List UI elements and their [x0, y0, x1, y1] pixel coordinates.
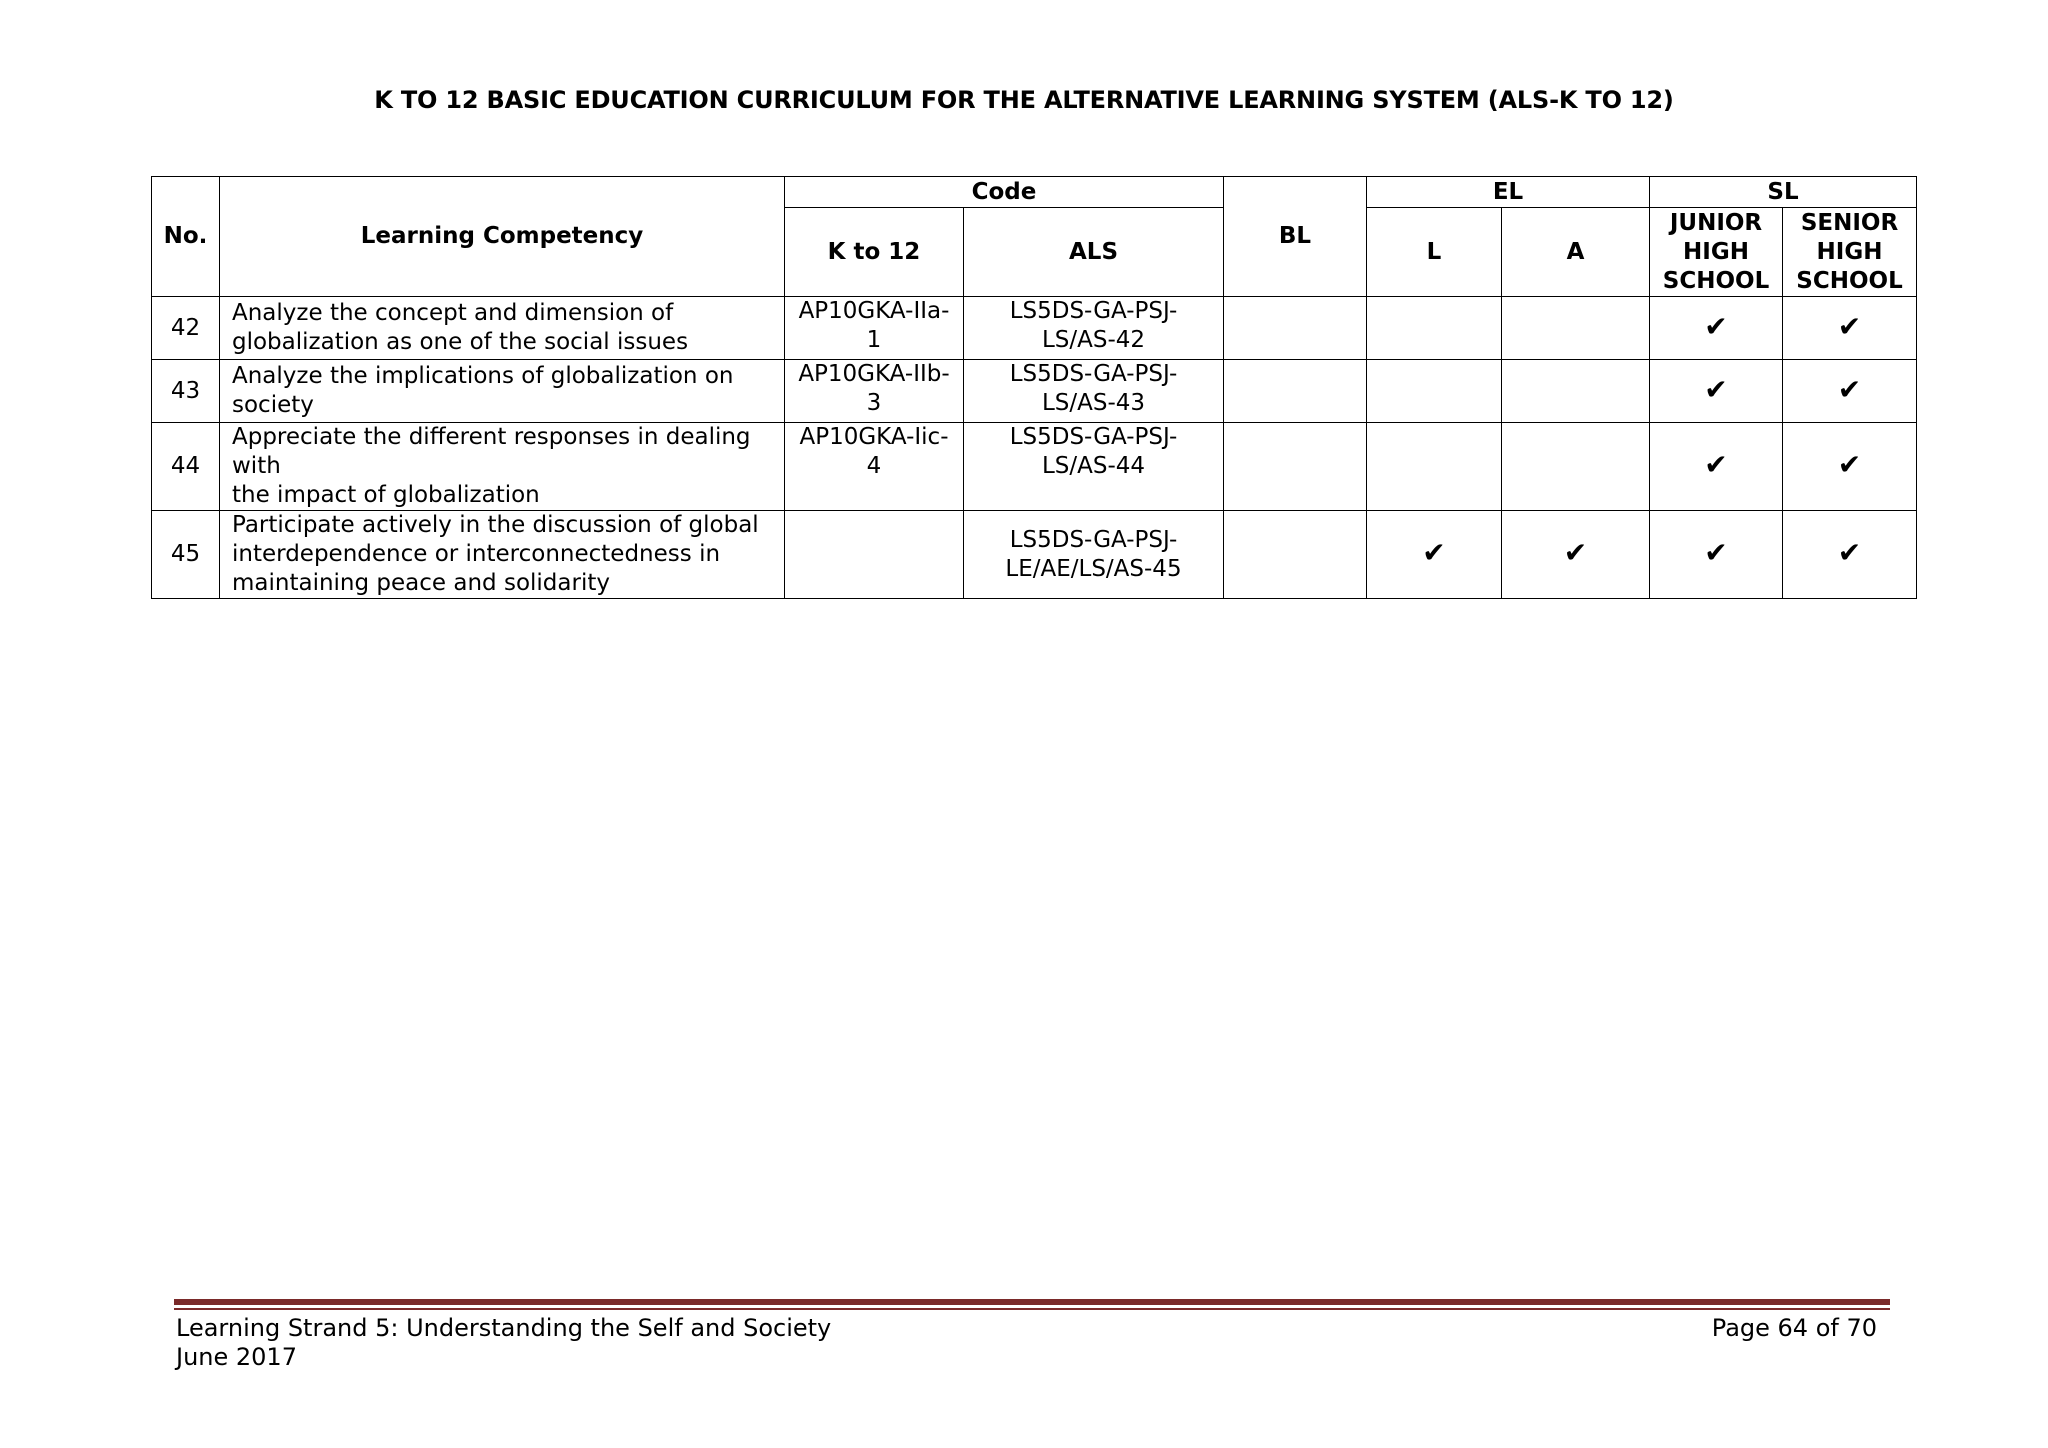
a-cell — [1502, 297, 1650, 360]
footer-left — [176, 1314, 831, 1372]
competency-line: globalization as one of the social issues — [232, 329, 689, 355]
l-cell — [1367, 511, 1502, 599]
competency-line: maintaining peace and solidarity — [232, 570, 610, 596]
k12-code-line: AP10GKA-IIb- — [798, 361, 950, 387]
competency-line: the impact of globalization — [232, 482, 540, 508]
a-cell — [1502, 511, 1650, 599]
header-senior-line: SENIOR — [1800, 209, 1899, 236]
header-junior-line: JUNIOR — [1669, 209, 1763, 236]
bl-cell — [1224, 297, 1367, 360]
senior-cell — [1783, 360, 1917, 423]
competency-cell — [220, 297, 785, 360]
check-mark-icon: ✔ — [1837, 448, 1862, 481]
als-code-cell — [964, 511, 1224, 599]
check-mark-icon: ✔ — [1704, 536, 1728, 569]
competency-line: interdependence or interconnectedness in — [232, 541, 721, 567]
als-code-line: LS5DS-GA-PSJ- — [1009, 526, 1178, 553]
k12-code-line: 1 — [866, 327, 882, 353]
l-cell — [1367, 297, 1502, 360]
check-mark-icon: ✔ — [1422, 536, 1446, 569]
header-sl: SL — [1650, 177, 1917, 208]
als-code-line: LE/AE/LS/AS-45 — [1005, 555, 1182, 582]
junior-cell — [1650, 511, 1783, 599]
als-code-line: LS5DS-GA-PSJ- — [1009, 361, 1178, 387]
header-senior-high-school — [1783, 208, 1917, 297]
competency-cell — [220, 423, 785, 511]
bl-cell — [1224, 423, 1367, 511]
k12-code-cell — [785, 297, 964, 360]
competency-table — [151, 176, 1917, 599]
check-mark-icon: ✔ — [1837, 372, 1862, 406]
row-number: 42 — [152, 297, 220, 360]
check-mark-icon: ✔ — [1837, 536, 1862, 569]
senior-cell — [1783, 511, 1917, 599]
bl-cell — [1224, 511, 1367, 599]
als-code-line: LS/AS-42 — [1041, 327, 1146, 353]
competency-cell — [220, 360, 785, 423]
k12-code-cell — [785, 360, 964, 423]
k12-code-line: 4 — [866, 453, 882, 479]
senior-cell — [1783, 423, 1917, 511]
row-number: 43 — [152, 360, 220, 423]
bl-cell — [1224, 360, 1367, 423]
als-code-line: LS5DS-GA-PSJ- — [1009, 424, 1178, 450]
k12-code-cell — [785, 423, 964, 511]
junior-cell — [1650, 297, 1783, 360]
als-code-cell — [964, 297, 1224, 360]
footer-divider — [174, 1299, 1890, 1305]
k12-code-line: AP10GKA-IIa- — [798, 298, 950, 324]
header-junior-high-school — [1650, 208, 1783, 297]
header-junior-line: HIGH — [1683, 238, 1749, 265]
check-mark-icon: ✔ — [1704, 448, 1728, 481]
header-bl: BL — [1224, 177, 1367, 297]
header-senior-line: HIGH — [1816, 238, 1883, 265]
check-mark-icon: ✔ — [1837, 309, 1862, 343]
table-row — [152, 360, 1917, 423]
header-k-to-12: K to 12 — [785, 208, 964, 297]
als-code-cell — [964, 423, 1224, 511]
competency-line: Participate actively in the discussion of global — [232, 512, 759, 538]
als-code-line: LS/AS-44 — [1041, 453, 1146, 479]
a-cell — [1502, 423, 1650, 511]
senior-cell — [1783, 297, 1917, 360]
header-el: EL — [1367, 177, 1650, 208]
als-code-line: LS5DS-GA-PSJ- — [1009, 298, 1178, 324]
header-l: L — [1367, 208, 1502, 297]
k12-code-line: 3 — [866, 390, 882, 416]
header-junior-line: SCHOOL — [1662, 267, 1770, 294]
row-number: 45 — [152, 511, 220, 599]
header-code: Code — [785, 177, 1224, 208]
footer-page-number: Page 64 of 70 — [1711, 1314, 1877, 1342]
table-row — [152, 423, 1917, 511]
als-code-line: LS/AS-43 — [1041, 390, 1146, 416]
competency-line: Analyze the concept and dimension of — [232, 300, 674, 326]
l-cell — [1367, 423, 1502, 511]
table-row — [152, 511, 1917, 599]
junior-cell — [1650, 423, 1783, 511]
junior-cell — [1650, 360, 1783, 423]
table-row — [152, 297, 1917, 360]
k12-code-cell — [785, 511, 964, 599]
competency-line: Appreciate the different responses in dealing with — [232, 424, 751, 479]
footer-date: June 2017 — [176, 1343, 297, 1371]
row-number: 44 — [152, 423, 220, 511]
footer-divider-thin — [174, 1308, 1890, 1310]
footer-strand: Learning Strand 5: Understanding the Self and Society — [176, 1314, 832, 1342]
header-learning-competency: Learning Competency — [220, 177, 785, 297]
check-mark-icon: ✔ — [1563, 536, 1588, 569]
als-code-cell — [964, 360, 1224, 423]
check-mark-icon: ✔ — [1704, 309, 1728, 343]
header-no: No. — [152, 177, 220, 297]
header-als: ALS — [964, 208, 1224, 297]
competency-line: Analyze the implications of globalization on — [232, 363, 734, 389]
header-senior-line: SCHOOL — [1796, 267, 1903, 294]
a-cell — [1502, 360, 1650, 423]
competency-line: society — [232, 392, 314, 418]
l-cell — [1367, 360, 1502, 423]
document-title: K TO 12 BASIC EDUCATION CURRICULUM FOR THE ALTERNATIVE LEARNING SYSTEM (ALS-K TO 12) — [374, 86, 1674, 114]
header-a: A — [1502, 208, 1650, 297]
check-mark-icon: ✔ — [1704, 372, 1728, 406]
k12-code-line: AP10GKA-Iic- — [799, 424, 949, 450]
competency-cell — [220, 511, 785, 599]
